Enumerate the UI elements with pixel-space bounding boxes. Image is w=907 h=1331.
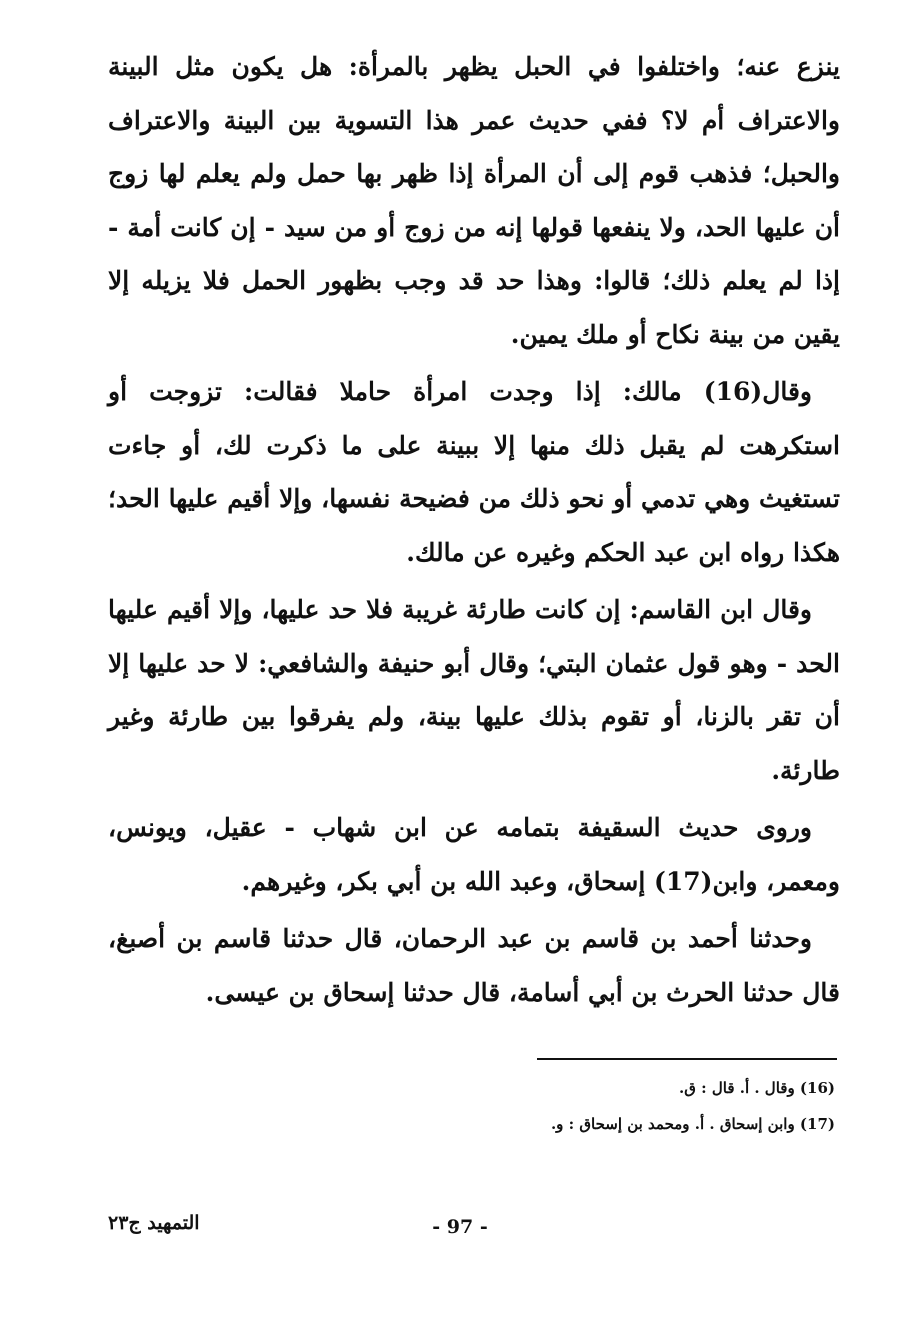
footnote-17: (17) وابن إسحاق . أ. ومحمد بن إسحاق : و. xyxy=(550,1115,835,1133)
running-title: التمهيد ج٢٣ xyxy=(108,1212,200,1234)
paragraph-5: وحدثنا أحمد بن قاسم بن عبد الرحمان، قال حدثنا قاسم بن أصبغ، قال حدثنا الحرث بن أبي أسامة، قال حدثنا إسحاق بن عيسى. xyxy=(108,924,840,1007)
footnotes xyxy=(440,1070,835,1142)
paragraph-1: ينزع عنه؛ واختلفوا في الحبل يظهر بالمرأة: هل يكون مثل البينة والاعتراف أم لا؟ ففي حديث عمر هذا التسوية بين البينة والاعتراف والحبل؛ فذهب قوم إلى أن المرأة إذا ظهر بها حمل ولم يعلم لها زوج أن عليها الحد، ولا ينفعها قولها إنه من زوج أو من سيد - إن كانت أمة - إذا لم يعلم ذلك؛ قالوا: وهذا حد قد وجب بظهور الحمل فلا يزيله إلا يقين من بينة نكاح أو ملك يمين. xyxy=(108,52,840,349)
main-text xyxy=(108,40,840,1023)
paragraph-2: وقال(16) مالك: إذا وجدت امرأة حاملا فقالت: تزوجت أو استكرهت لم يقبل ذلك منها إلا ببينة على ما ذكرت لك، أو جاءت تستغيث وهي تدمي أو نحو ذلك من فضيحة نفسها، وإلا أقيم عليها الحد؛ هكذا رواه ابن عبد الحكم وغيره عن مالك. xyxy=(108,377,840,567)
paragraph-4: وروى حديث السقيفة بتمامه عن ابن شهاب - عقيل، ويونس، ومعمر، وابن(17) إسحاق، وعبد الله بن أبي بكر، وغيرهم. xyxy=(108,813,840,896)
page-number: - 97 - xyxy=(432,1216,488,1238)
footnote-divider xyxy=(537,1058,837,1060)
paragraph-3: وقال ابن القاسم: إن كانت طارئة غريبة فلا حد عليها، وإلا أقيم عليها الحد - وهو قول عثمان البتي؛ وقال أبو حنيفة والشافعي: لا حد عليها إلا أن تقر بالزنا، أو تقوم بذلك عليها بينة، ولم يفرقوا بين طارئة وغير طارئة. xyxy=(108,595,840,785)
footnote-16: (16) وقال . أ. قال : ق. xyxy=(679,1079,835,1097)
